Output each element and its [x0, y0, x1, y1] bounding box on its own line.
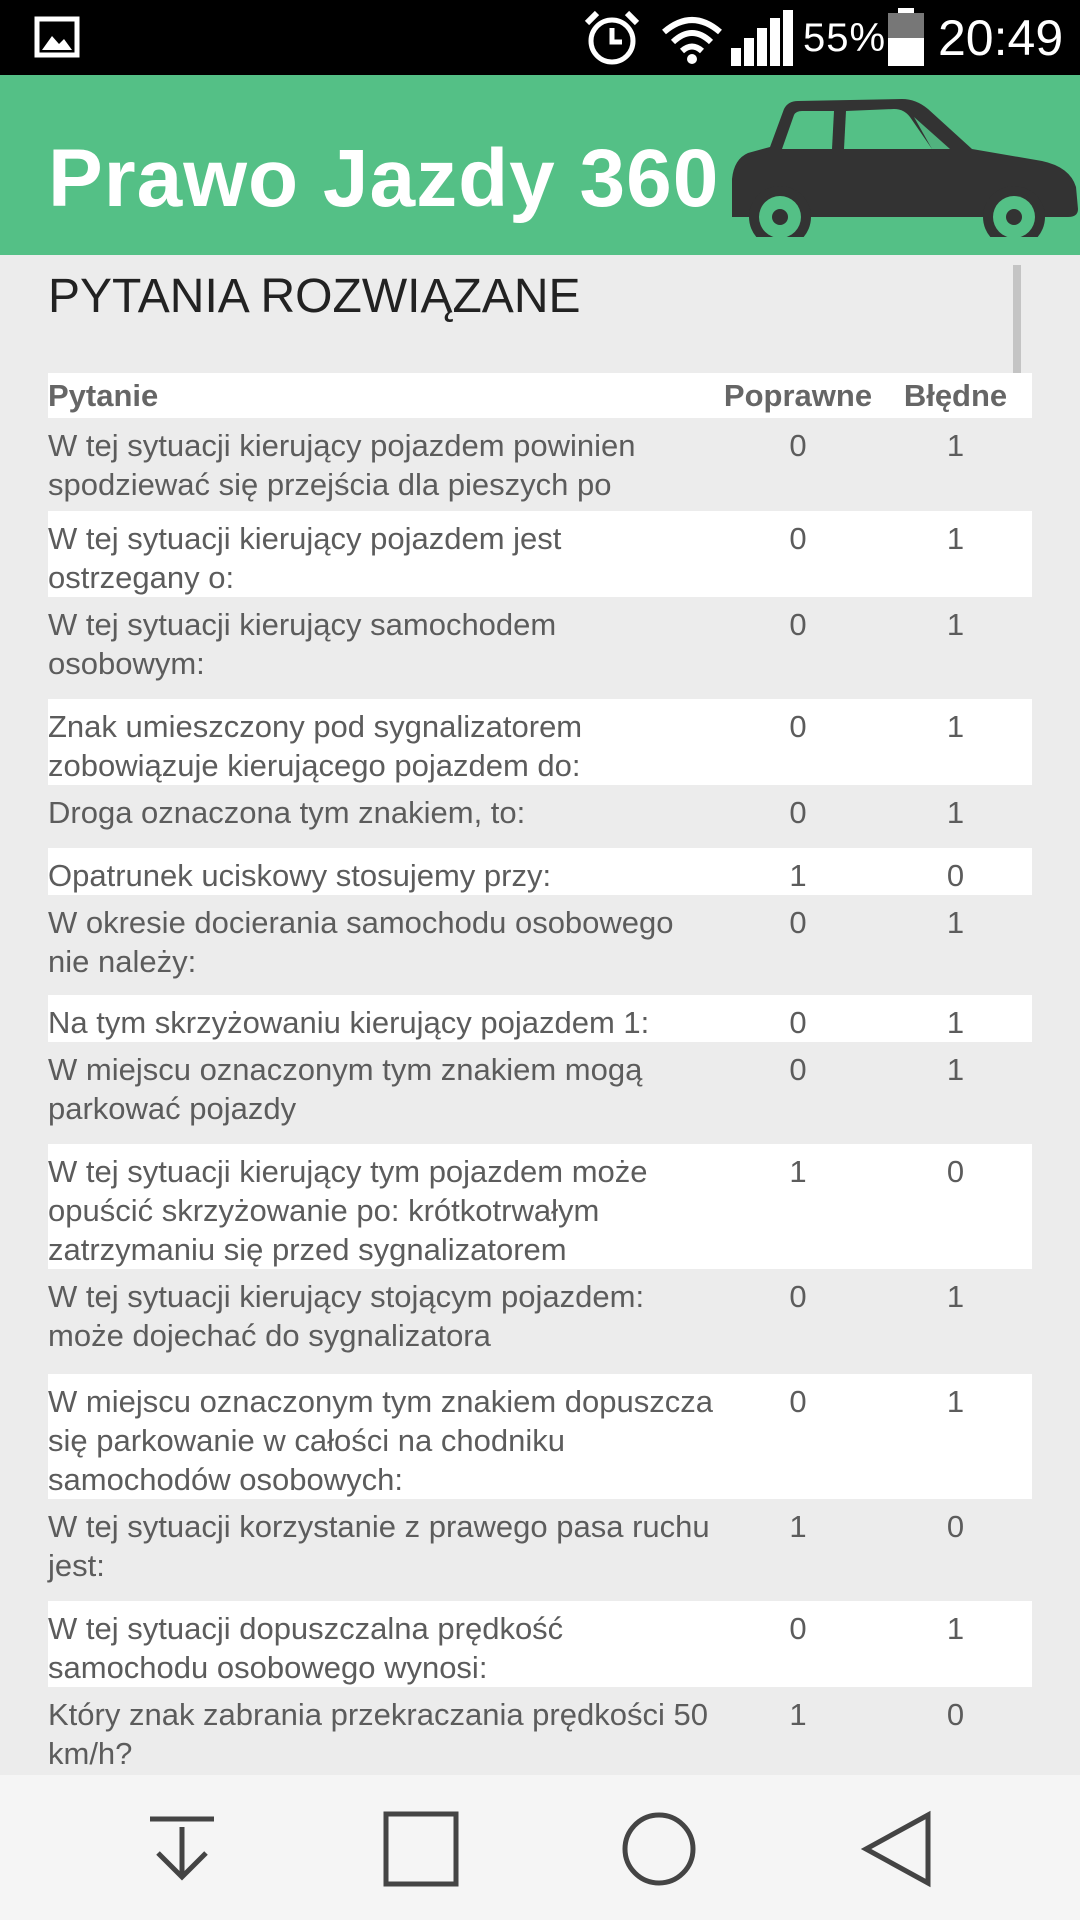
table-row[interactable] [48, 597, 1032, 699]
alarm-icon [583, 9, 641, 67]
wrong-count: 0 [879, 848, 1032, 895]
home-icon[interactable] [619, 1809, 699, 1889]
wrong-count: 1 [879, 511, 1032, 597]
wrong-count: 0 [879, 1144, 1032, 1269]
correct-count: 0 [717, 1601, 879, 1687]
wrong-count: 0 [879, 1499, 1032, 1601]
wrong-count: 1 [879, 1601, 1032, 1687]
back-icon[interactable] [858, 1809, 938, 1889]
question-text: W tej sytuacji kierujący samochodem osobowym: [48, 597, 717, 699]
question-text: W tej sytuacji kierujący pojazdem jest ostrzegany o: [48, 511, 717, 597]
table-row[interactable] [48, 1499, 1032, 1601]
question-text: Droga oznaczona tym znakiem, to: [48, 785, 717, 848]
table-row[interactable] [48, 785, 1032, 848]
question-text: Opatrunek uciskowy stosujemy przy: [48, 848, 717, 895]
column-header-wrong: Błędne [879, 373, 1032, 418]
wifi-icon [660, 14, 724, 64]
wrong-count: 1 [879, 995, 1032, 1042]
correct-count: 1 [717, 1499, 879, 1601]
correct-count: 0 [717, 895, 879, 995]
status-bar [0, 0, 1080, 75]
section-title: PYTANIA ROZWIĄZANE [48, 270, 581, 323]
gallery-icon [34, 16, 80, 58]
correct-count: 0 [717, 1269, 879, 1374]
column-header-correct: Poprawne [717, 373, 879, 418]
wrong-count: 1 [879, 1269, 1032, 1374]
battery-percent: 55% [803, 16, 887, 60]
column-header-question: Pytanie [48, 373, 717, 418]
question-text: W tej sytuacji dopuszczalna prędkość samochodu osobowego wynosi: [48, 1601, 717, 1687]
wrong-count: 1 [879, 895, 1032, 995]
question-text: Znak umieszczony pod sygnalizatorem zobowiązuje kierującego pojazdem do: [48, 699, 717, 785]
question-text: W miejscu oznaczonym tym znakiem dopuszcza się parkowanie w całości na chodniku samochodów osobowych: [48, 1374, 717, 1499]
table-row[interactable] [48, 1269, 1032, 1374]
table-row[interactable] [48, 1144, 1032, 1269]
table-row[interactable] [48, 1374, 1032, 1499]
wrong-count: 1 [879, 1374, 1032, 1499]
table-row[interactable] [48, 511, 1032, 597]
wrong-count: 0 [879, 1687, 1032, 1775]
wrong-count: 1 [879, 418, 1032, 511]
correct-count: 0 [717, 418, 879, 511]
correct-count: 1 [717, 1687, 879, 1775]
wrong-count: 1 [879, 699, 1032, 785]
question-text: W okresie docierania samochodu osobowego nie należy: [48, 895, 717, 995]
correct-count: 0 [717, 785, 879, 848]
table-header-row [48, 373, 1032, 418]
correct-count: 0 [717, 511, 879, 597]
battery-icon [888, 8, 924, 66]
table-row[interactable] [48, 1042, 1032, 1144]
car-icon [724, 87, 1080, 237]
recents-icon[interactable] [381, 1809, 461, 1889]
question-text: Na tym skrzyżowaniu kierujący pojazdem 1: [48, 995, 717, 1042]
correct-count: 0 [717, 1374, 879, 1499]
signal-icon [729, 10, 793, 66]
table-row[interactable] [48, 418, 1032, 511]
table-row[interactable] [48, 1601, 1032, 1687]
question-text: W tej sytuacji korzystanie z prawego pasa ruchu jest: [48, 1499, 717, 1601]
correct-count: 0 [717, 597, 879, 699]
clock: 20:49 [938, 10, 1064, 66]
question-text: W tej sytuacji kierujący stojącym pojazdem: może dojechać do sygnalizatora [48, 1269, 717, 1374]
download-icon[interactable] [142, 1809, 222, 1889]
question-text: Który znak zabrania przekraczania prędkości 50 km/h? [48, 1687, 717, 1775]
question-text: W tej sytuacji kierujący tym pojazdem może opuścić skrzyżowanie po: krótkotrwałym zatrzymaniu się przed sygnalizatorem [48, 1144, 717, 1269]
navigation-bar [0, 1775, 1080, 1920]
correct-count: 1 [717, 1144, 879, 1269]
wrong-count: 1 [879, 1042, 1032, 1144]
app-title: Prawo Jazdy 360 [48, 133, 720, 224]
question-text: W tej sytuacji kierujący pojazdem powinien spodziewać się przejścia dla pieszych po [48, 418, 717, 511]
correct-count: 0 [717, 995, 879, 1042]
question-text: W miejscu oznaczonym tym znakiem mogą parkować pojazdy [48, 1042, 717, 1144]
table-row[interactable] [48, 699, 1032, 785]
results-table [48, 373, 1032, 1775]
table-row[interactable] [48, 1687, 1032, 1775]
wrong-count: 1 [879, 785, 1032, 848]
app-header [0, 75, 1080, 255]
table-row[interactable] [48, 848, 1032, 895]
wrong-count: 1 [879, 597, 1032, 699]
correct-count: 0 [717, 1042, 879, 1144]
table-row[interactable] [48, 995, 1032, 1042]
table-row[interactable] [48, 895, 1032, 995]
correct-count: 0 [717, 699, 879, 785]
content-area[interactable] [0, 255, 1080, 1775]
correct-count: 1 [717, 848, 879, 895]
